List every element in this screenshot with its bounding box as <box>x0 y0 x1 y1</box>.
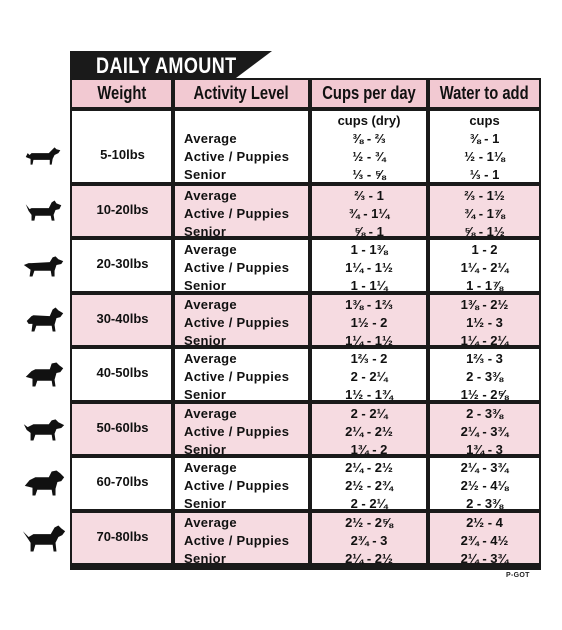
cups-value: 1⅜ - 1⅔ <box>345 296 393 312</box>
activity-level: Active / Puppies <box>184 532 290 548</box>
title-tab <box>70 51 250 78</box>
weight-label: 40-50lbs <box>96 365 149 381</box>
water-value: ¾ - 1⅞ <box>464 205 505 221</box>
header-cups-per-day: Cups per day <box>312 80 426 107</box>
water-value: ½ - 1⅛ <box>464 149 505 164</box>
activity-level: Average <box>184 405 237 421</box>
cups-value: 1⅔ - 2 <box>350 351 388 366</box>
activity-level: Senior <box>184 550 227 566</box>
weight-label: 10-20lbs <box>96 201 149 217</box>
cups-value: 1½ - 1¾ <box>345 387 393 402</box>
header-water-to-add: Water to add <box>430 80 539 107</box>
title-tab-notch <box>236 51 272 78</box>
cups-value: 2¼ - 2½ <box>345 460 393 475</box>
cups-value: 2 - 2¼ <box>350 369 388 384</box>
activity-level: Senior <box>184 441 227 457</box>
large-dog-icon <box>20 523 68 553</box>
cups-value: 2 - 2¼ <box>350 405 388 421</box>
activity-level: Active / Puppies <box>184 149 290 164</box>
cups-value: ⅓ - ⅝ <box>352 167 386 182</box>
water-value: ⅜ - 1 <box>469 131 500 146</box>
activity-level: Senior <box>184 496 227 511</box>
cups-value: 2¼ - 2½ <box>345 423 393 439</box>
spaniel-dog-icon <box>20 359 68 389</box>
water-value: 2¼ - 3¾ <box>460 460 509 475</box>
activity-level: Average <box>184 351 237 366</box>
water-value: 2 - 3⅜ <box>466 405 503 421</box>
activity-level: Senior <box>184 278 227 293</box>
subheader-weight-blank <box>72 111 171 129</box>
footnote-code: P-GOT <box>506 572 530 579</box>
header-activity-level: Activity Level <box>175 80 308 107</box>
small-dog-icon <box>20 141 68 171</box>
water-value: 1⅜ - 2½ <box>460 296 509 312</box>
water-value: 2 - 3⅜ <box>466 496 503 511</box>
water-value: 1 - 1⅞ <box>466 278 503 293</box>
activity-level: Average <box>184 242 237 257</box>
activity-level: Senior <box>184 223 227 239</box>
cups-value: ⅝ - 1 <box>354 223 384 239</box>
water-value: 2¼ - 3¾ <box>460 423 509 439</box>
weight-label: 50-60lbs <box>96 419 149 435</box>
weight-label: 70-80lbs <box>96 528 149 544</box>
collie-dog-icon <box>20 414 68 444</box>
subheader-activity-blank <box>175 111 308 129</box>
cups-value: ⅔ - 1 <box>354 187 384 203</box>
activity-level: Average <box>184 514 237 530</box>
water-value: 1½ - 2⅝ <box>460 387 509 402</box>
water-value: 1¼ - 2¼ <box>460 332 509 348</box>
activity-level: Average <box>184 187 237 203</box>
beagle-dog-icon <box>20 250 68 280</box>
cups-value: ½ - ¾ <box>352 149 386 164</box>
cups-value: 1½ - 2 <box>350 314 388 330</box>
activity-level: Active / Puppies <box>184 314 290 330</box>
cups-value: 2 - 2¼ <box>350 496 388 511</box>
medium-dog-icon <box>20 305 68 335</box>
cups-value: ⅜ - ⅔ <box>352 131 386 146</box>
water-value: 1 - 2 <box>471 242 498 257</box>
water-value: 1½ - 3 <box>466 314 503 330</box>
cups-value: 1¾ - 2 <box>350 441 388 457</box>
water-value: 2¼ - 3¾ <box>460 550 509 566</box>
water-value: 1¼ - 2¼ <box>460 260 509 275</box>
cups-value: 1¼ - 1½ <box>345 332 393 348</box>
activity-level: Senior <box>184 332 227 348</box>
activity-level: Senior <box>184 167 227 182</box>
water-value: 2½ - 4⅛ <box>460 478 509 493</box>
water-value: 1⅔ - 3 <box>466 351 503 366</box>
cups-value: 1¼ - 1½ <box>345 260 393 275</box>
weight-label: 30-40lbs <box>96 310 149 326</box>
activity-level: Active / Puppies <box>184 423 290 439</box>
table-title: DAILY AMOUNTS <box>96 53 250 78</box>
water-value: 2 - 3⅜ <box>466 369 503 384</box>
cups-value: 1 - 1¼ <box>350 278 388 293</box>
weight-label: 20-30lbs <box>96 256 149 272</box>
activity-level: Average <box>184 131 237 146</box>
cups-value: 2¼ - 2½ <box>345 550 393 566</box>
subheader-cups-dry: cups (dry) <box>312 111 426 129</box>
water-value: 2¾ - 4½ <box>460 532 509 548</box>
header-weight: Weight <box>72 80 171 107</box>
activity-level: Active / Puppies <box>184 478 290 493</box>
water-value: ⅔ - 1½ <box>464 187 505 203</box>
water-value: ⅓ - 1 <box>469 167 500 182</box>
water-value: 1¾ - 3 <box>466 441 503 457</box>
weight-label: 60-70lbs <box>96 474 149 490</box>
activity-level: Active / Puppies <box>184 369 290 384</box>
weight-label: 5-10lbs <box>100 147 145 163</box>
cups-value: ¾ - 1¼ <box>348 205 390 221</box>
activity-level: Senior <box>184 387 227 402</box>
activity-level: Average <box>184 296 237 312</box>
subheader-cups: cups <box>430 111 539 129</box>
retriever-dog-icon <box>20 468 68 498</box>
cups-value: 2½ - 2¾ <box>345 478 393 493</box>
terrier-dog-icon <box>20 196 68 226</box>
water-value: 2½ - 4 <box>466 514 503 530</box>
water-value: ⅝ - 1½ <box>464 223 505 239</box>
activity-level: Active / Puppies <box>184 205 290 221</box>
cups-value: 2¾ - 3 <box>350 532 388 548</box>
activity-level: Active / Puppies <box>184 260 290 275</box>
cups-value: 1 - 1⅜ <box>350 242 388 257</box>
activity-level: Average <box>184 460 237 475</box>
cups-value: 2½ - 2⅝ <box>345 514 393 530</box>
